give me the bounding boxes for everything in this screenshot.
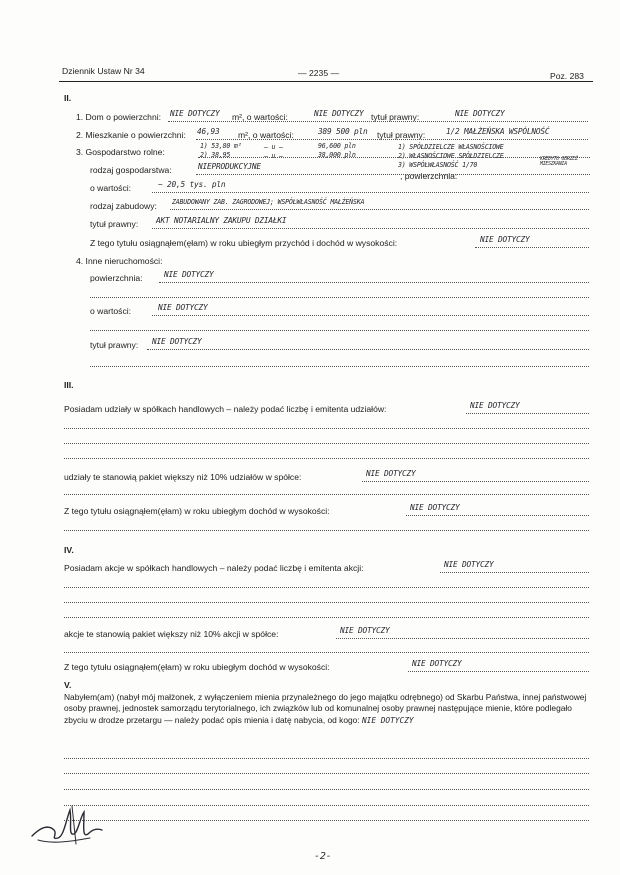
- farm-buildings[interactable]: ZABUDOWANY ZAB. ZAGRODOWEJ; WSPÓŁWŁASNOŚĆ MAŁŻEŃSKA: [172, 198, 365, 206]
- acquisition-paragraph: Nabyłem(am) (nabył mój małżonek, z wyłączeniem mienia przynależnego do jego majątku odrębnego) od Skarbu Państwa, innej państwowej osoby prawnej, jednostek samorządu terytorialnego, ich związków lub od komunalnej osoby prawnej następujące mienie, które podlegało zbyciu w drodze przetargu — należy podać opis mienia i datę nabycia, od kogo:: [64, 692, 587, 725]
- other-value-label: o wartości:: [90, 306, 132, 316]
- farm-row-2-title[interactable]: 2) WŁASNOŚCIOWE SPÓŁDZIELCZE: [398, 152, 504, 160]
- section-3-heading: III.: [64, 380, 74, 390]
- other-value[interactable]: NIE DOTYCZY: [158, 303, 208, 312]
- acquisition-text: [64, 692, 589, 726]
- farm-label: 3. Gospodarstwo rolne:: [76, 147, 165, 157]
- position-number: Poz. 283: [550, 71, 584, 81]
- signature-icon: [28, 800, 108, 848]
- farm-value[interactable]: ~ 20,5 tys. pln: [158, 180, 226, 189]
- other-area[interactable]: NIE DOTYCZY: [164, 270, 214, 279]
- farm-row-2-value[interactable]: 38,000 pln: [318, 151, 356, 159]
- flat-value[interactable]: 389 500 pln: [318, 127, 368, 136]
- farm-title[interactable]: AKT NOTARIALNY ZAKUPU DZIAŁKI: [156, 216, 287, 225]
- flat-title-label: tytuł prawny:: [377, 130, 426, 140]
- flat-area[interactable]: 46,93: [197, 127, 220, 136]
- shares-income-answer[interactable]: NIE DOTYCZY: [410, 503, 460, 512]
- farm-row-1-ditto: – u –: [264, 143, 283, 151]
- journal-title: Dziennik Ustaw Nr 34: [62, 66, 145, 76]
- house-area[interactable]: NIE DOTYCZY: [170, 109, 220, 118]
- house-label: 1. Dom o powierzchni:: [76, 112, 162, 122]
- section-5-heading: V.: [64, 680, 72, 690]
- house-unit-label: m², o wartości:: [232, 112, 288, 122]
- farm-row-3-title[interactable]: 3) WSPÓŁWŁASNOŚĆ 1/70: [398, 161, 478, 169]
- shares-package-answer[interactable]: NIE DOTYCZY: [366, 469, 416, 478]
- farm-area-label: , powierzchnia:: [400, 171, 458, 181]
- other-title[interactable]: NIE DOTYCZY: [152, 337, 202, 346]
- farm-kind-label: rodzaj gospodarstwa:: [90, 165, 172, 175]
- farm-kind[interactable]: NIEPRODUKCYJNE: [198, 162, 261, 171]
- farm-row-1-value[interactable]: 96,600 pln: [318, 142, 356, 150]
- section-4-heading: IV.: [64, 545, 74, 555]
- other-title-label: tytuł prawny:: [90, 340, 139, 350]
- farm-extra-note: KREDYTU OBRZEŻ MIESZKANIA: [540, 157, 578, 167]
- farm-row-2-ditto: – u –: [264, 152, 283, 160]
- stocks-package-answer[interactable]: NIE DOTYCZY: [340, 626, 390, 635]
- shares-answer[interactable]: NIE DOTYCZY: [470, 401, 520, 410]
- shares-label: Posiadam udziały w spółkach handlowych – należy podać liczbę i emitenta udziałów:: [64, 404, 387, 414]
- house-value[interactable]: NIE DOTYCZY: [314, 109, 364, 118]
- header-rule: [59, 81, 593, 82]
- acquisition-answer[interactable]: NIE DOTYCZY: [361, 715, 414, 725]
- stocks-income-label: Z tego tytułu osiągnąłem(ęłam) w roku ubiegłym dochód w wysokości:: [64, 662, 330, 672]
- page-number: — 2235 —: [298, 68, 340, 78]
- farm-row-2-area[interactable]: 2) 38,95: [200, 151, 231, 159]
- other-area-label: powierzchnia:: [90, 273, 143, 283]
- shares-income-label: Z tego tytułu osiągnąłem(ęłam) w roku ubiegłym dochód w wysokości:: [64, 506, 330, 516]
- house-title-label: tytuł prawny:: [371, 112, 420, 122]
- farm-title-label: tytuł prawny:: [90, 219, 139, 229]
- other-label: 4. Inne nieruchomości:: [76, 256, 163, 266]
- farm-row-1-area[interactable]: 1) 53,80 m²: [200, 142, 242, 150]
- flat-label: 2. Mieszkanie o powierzchni:: [76, 130, 186, 140]
- stocks-income-answer[interactable]: NIE DOTYCZY: [412, 659, 462, 668]
- farm-row-1-title[interactable]: 1) SPÓŁDZIELCZE WŁASNOŚCIOWE: [398, 143, 504, 151]
- stocks-answer[interactable]: NIE DOTYCZY: [444, 560, 494, 569]
- house-title[interactable]: NIE DOTYCZY: [455, 109, 505, 118]
- farm-value-label: o wartości:: [90, 183, 132, 193]
- farm-buildings-label: rodzaj zabudowy:: [90, 201, 157, 211]
- section-2-heading: II.: [64, 93, 72, 103]
- flat-unit-label: m², o wartości:: [238, 130, 294, 140]
- farm-income-label: Z tego tytułu osiągnąłem(ęłam) w roku ubiegłym przychód i dochód w wysokości:: [90, 238, 398, 248]
- stocks-label: Posiadam akcje w spółkach handlowych – należy podać liczbę i emitenta akcji:: [64, 563, 364, 573]
- flat-title[interactable]: 1/2 MAŁŻEŃSKA WSPÓLNOŚĆ: [446, 127, 550, 136]
- farm-income[interactable]: NIE DOTYCZY: [480, 235, 530, 244]
- footer-page-number: -2-: [314, 851, 332, 862]
- stocks-package-label: akcje te stanowią pakiet większy niż 10% akcji w spółce:: [64, 629, 279, 639]
- shares-package-label: udziały te stanowią pakiet większy niż 10% udziałów w spółce:: [64, 472, 302, 482]
